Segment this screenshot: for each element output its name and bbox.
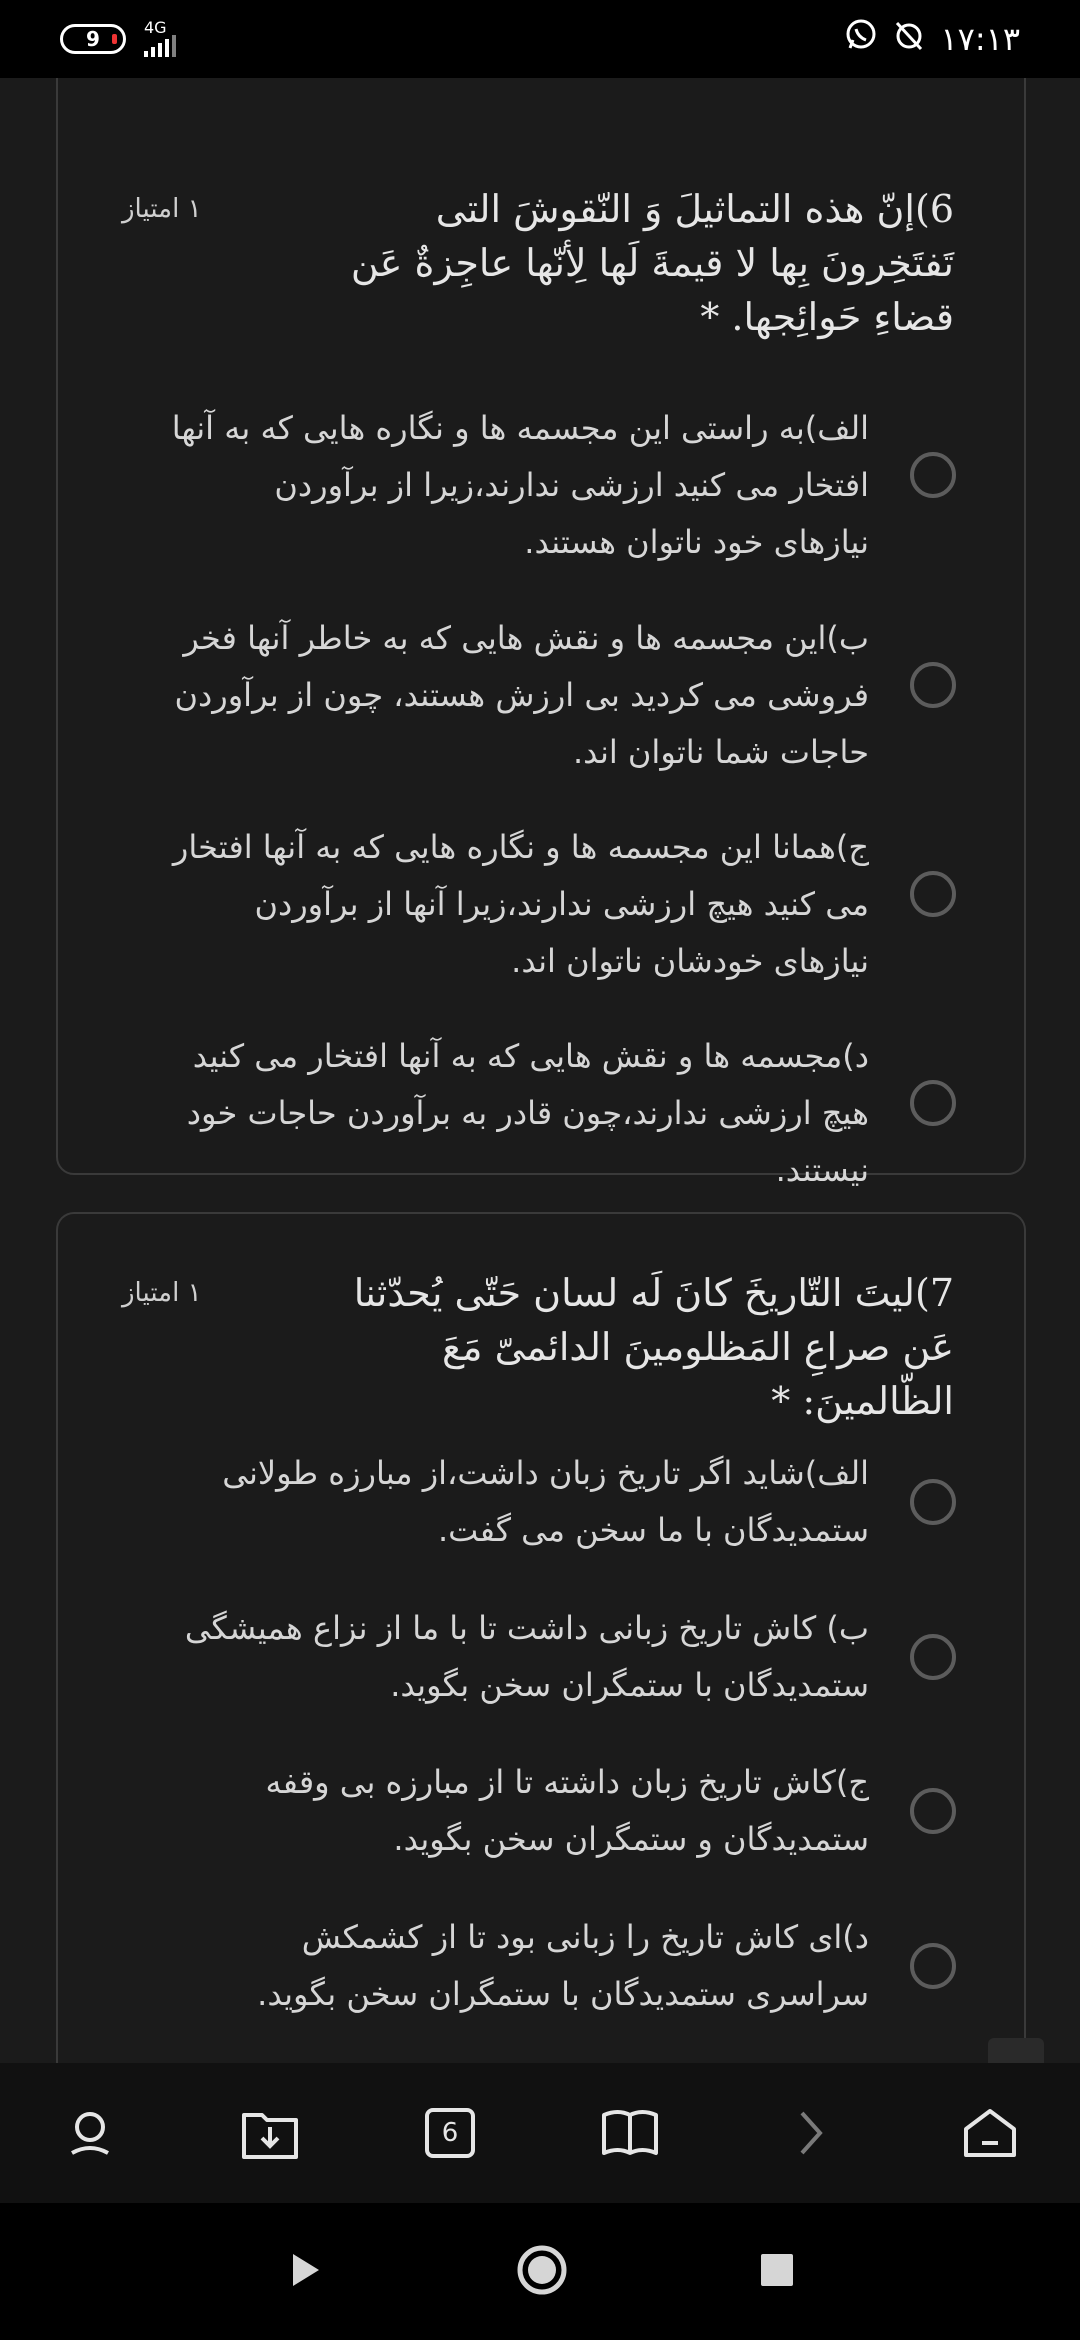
option-label: الف)به راستی این مجسمه ها و نگاره هایی که به آنها افتخار می کنید ارزشی ندارند،زیرا از برآوردن نیازهای خود ناتوان هستند. [171,409,869,561]
bookmarks-icon[interactable] [585,2088,675,2178]
points-label: ۱ امتیاز [122,1278,202,1308]
option-label: د)ای کاش تاریخ را زبانی بود تا از کشمکش سراسری ستمدیدگان با ستمگران سخن بگوید. [257,1918,869,2013]
tabs-icon[interactable] [405,2088,495,2178]
network-type: 4G [144,18,167,37]
clock-time: ۱۷:۱۳ [940,20,1020,58]
forward-icon[interactable] [765,2088,855,2178]
scroll-helper-button[interactable] [988,2038,1044,2063]
option-label: الف)شاید اگر تاریخ زبان داشت،از مبارزه طولانی ستمدیدگان با ما سخن می گفت. [222,1454,869,1549]
points-label: ۱ امتیاز [122,194,202,224]
system-navigation-bar [0,2203,1080,2340]
radio-button[interactable] [910,662,956,708]
profile-icon[interactable] [45,2088,135,2178]
option-label: ب) کاش تاریخ زبانی داشت تا با ما از نزاع همیشگی ستمدیدگان با ستمگران سخن بگوید. [184,1609,869,1704]
option-label: ج)کاش تاریخ زبان داشته تا از مبارزه بی وقفه ستمدیدگان و ستمگران سخن بگوید. [265,1763,869,1858]
recents-icon[interactable] [759,2252,795,2292]
option-label: ج)همانا این مجسمه ها و نگاره هایی که به آنها افتخار می کنید هیچ ارزشی ندارند،زیرا آنها از برآوردن نیازهای خودشان ناتوان اند. [172,828,869,980]
signal-icon [144,18,176,57]
question-card-7 [56,1212,1026,2063]
option-label: د)مجسمه ها و نقش هایی که به آنها افتخار می کنید هیچ ارزشی ندارند،چون قادر به برآوردن حاجات خود نیستند. [186,1037,869,1189]
radio-button[interactable] [910,1788,956,1834]
home-icon[interactable] [945,2088,1035,2178]
radio-button[interactable] [910,1943,956,1989]
option-label: ب)این مجسمه ها و نقش هایی که به خاطر آنها فخر فروشی می کردید بی ارزش هستند، چون از برآوردن حاجات شما ناتوان اند. [174,619,869,771]
home-circle-icon[interactable] [515,2243,569,2301]
whatsapp-icon [844,18,878,60]
battery-level: 9 [86,27,100,51]
battery-icon [60,24,126,54]
radio-button[interactable] [910,1080,956,1126]
radio-button[interactable] [910,871,956,917]
question-title: 7)لیتَ التّاریخَ کانَ لَه لسان حَتّی یُحدّثنا عَن صراعِ المَظلومینَ الدائمیّ مَعَ الظّالمینَ: * [353,1271,954,1423]
question-title: 6)إنّ هذه التماثيلَ وَ النّقوشَ التی تَفتَخِرونَ بِها لا قيمةَ لَها لِأنّها عاجِزةٌ عَن قضاءِ حَوائِجها. * [350,187,954,339]
tab-count: 6 [441,2118,459,2148]
status-bar [0,0,1080,78]
browser-bottom-bar [0,2063,1080,2203]
radio-button[interactable] [910,1479,956,1525]
radio-button[interactable] [910,1634,956,1680]
form-content[interactable] [0,78,1080,2063]
back-icon[interactable] [285,2250,325,2294]
radio-button[interactable] [910,452,956,498]
alarm-off-icon [892,18,926,60]
download-icon[interactable] [225,2088,315,2178]
question-card-6 [56,78,1026,1189]
